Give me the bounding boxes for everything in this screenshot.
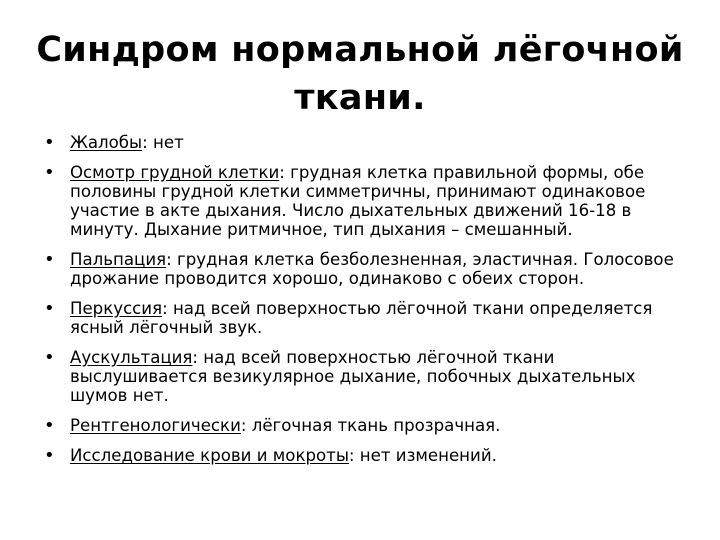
bullet-term: Аускультация bbox=[70, 348, 193, 367]
bullet-blood-sputum bbox=[44, 446, 694, 465]
bullet-dot: • bbox=[44, 162, 55, 183]
bullet-dot: • bbox=[44, 415, 55, 436]
bullet-term: Пальпация bbox=[70, 250, 167, 269]
bullet-dot: • bbox=[44, 132, 55, 153]
bullet-text: : нет изменений. bbox=[348, 446, 497, 465]
bullet-dot: • bbox=[44, 445, 55, 466]
bullet-dot: • bbox=[44, 347, 55, 368]
bullet-text: : над всей поверхностью лёгочной ткани выслушивается везикулярное дыхание, побочных дыхательных шумов нет. bbox=[70, 348, 636, 405]
bullet-percussion bbox=[44, 299, 694, 337]
bullet-palpation bbox=[44, 250, 694, 288]
bullet-term: Жалобы bbox=[70, 133, 143, 152]
bullet-list bbox=[44, 133, 694, 476]
bullet-chest-inspection bbox=[44, 163, 694, 239]
bullet-auscultation bbox=[44, 348, 694, 405]
bullet-text: : нет bbox=[142, 133, 184, 152]
bullet-text: : лёгочная ткань прозрачная. bbox=[240, 416, 501, 435]
bullet-term: Исследование крови и мокроты bbox=[70, 446, 349, 465]
slide-title: Синдром нормальной лёгочной ткани. bbox=[36, 30, 684, 118]
bullet-text: : над всей поверхностью лёгочной ткани определяется ясный лёгочный звук. bbox=[70, 299, 653, 337]
bullet-term: Перкуссия bbox=[70, 299, 163, 318]
bullet-dot: • bbox=[44, 298, 55, 319]
bullet-text: : грудная клетка безболезненная, эластичная. Голосовое дрожание проводится хорошо, одинаково с обеих сторон. bbox=[70, 250, 674, 288]
bullet-complaints bbox=[44, 133, 694, 152]
bullet-text: : грудная клетка правильной формы, обе половины грудной клетки симметричны, принимают одинаковое участие в акте дыхания. Число дыхательных движений 16-18 в минуту. Дыхание ритмичное, тип дыхания – смешанный. bbox=[70, 163, 646, 239]
bullet-dot: • bbox=[44, 249, 55, 270]
bullet-term: Осмотр грудной клетки bbox=[70, 163, 280, 182]
bullet-term: Рентгенологически bbox=[70, 416, 241, 435]
bullet-radiology bbox=[44, 416, 694, 435]
